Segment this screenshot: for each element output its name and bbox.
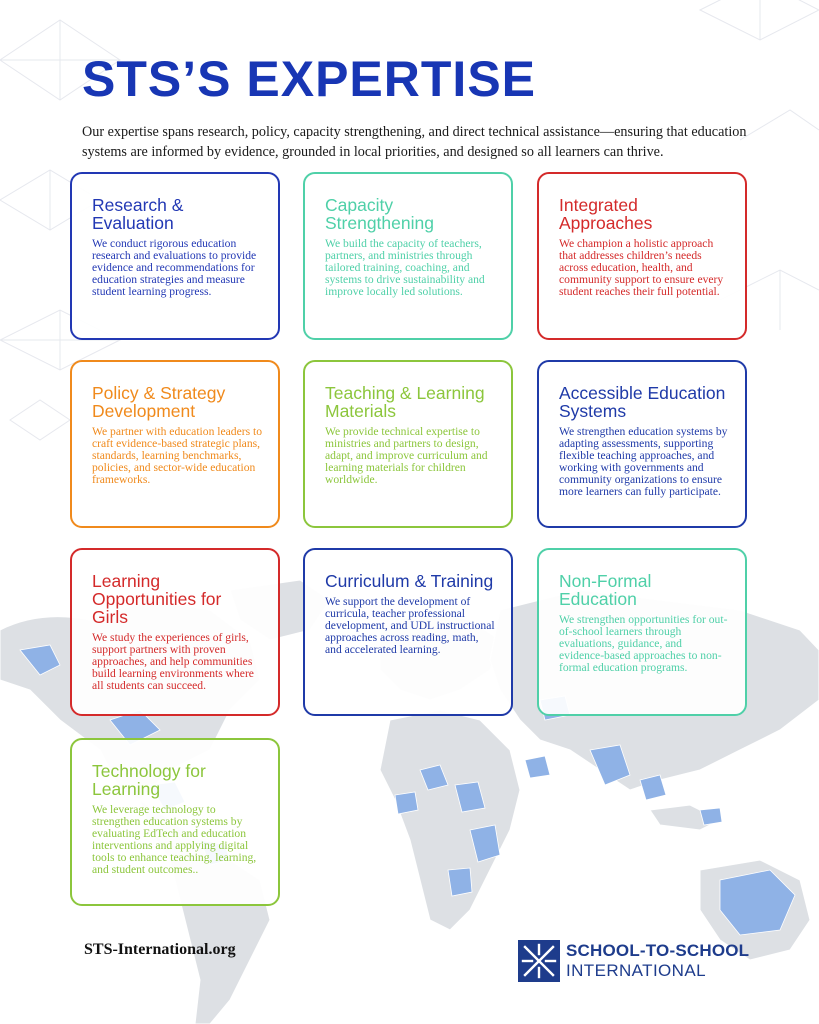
snowflake-x-logo-icon [518, 940, 560, 982]
card-title: Capacity Strengthening [325, 195, 434, 233]
card-title: Teaching & Learning Materials [325, 383, 485, 421]
card-body: We strengthen education systems by adapting assessments, supporting flexible teaching approaches, and working with governments and community organizations to ensure more learners can fully participate. [559, 425, 728, 498]
card-integrated-approaches [537, 172, 747, 340]
card-title: Curriculum & Training [325, 571, 494, 591]
sts-logo [518, 940, 749, 982]
card-body: We champion a holistic approach that addresses children’s needs across education, health, and community support to ensure every student reaches their full potential. [559, 237, 724, 298]
card-body: We build the capacity of teachers, partners, and ministries through tailored training, coaching, and systems to drive sustainability and improve locally led solutions. [325, 237, 485, 298]
intro-text: Our expertise spans research, policy, capacity strengthening, and direct technical assistance—ensuring that education systems are informed by evidence, grounded in local priorities, and designed so all learners can thrive. [82, 124, 747, 160]
card-curriculum-training [303, 548, 513, 716]
logo-line-1: SCHOOL-TO-SCHOOL [566, 941, 750, 960]
card-technology-learning [70, 738, 280, 906]
card-title: Non-Formal Education [559, 571, 652, 609]
card-title: Accessible Education Systems [559, 383, 726, 421]
card-body: We conduct rigorous education research and evaluations to provide evidence and recommendations for education strategies and measure student learning progress. [92, 237, 257, 298]
card-body: We leverage technology to strengthen education systems by evaluating EdTech and education interventions and applying digital tools to enhance teaching, learning, and student outcomes.. [92, 803, 257, 876]
card-body: We strengthen opportunities for out-of-school learners through evaluations, guidance, and evidence-based approaches to non-formal education programs. [559, 613, 728, 674]
card-policy-strategy [70, 360, 280, 528]
card-non-formal-education [537, 548, 747, 716]
card-title: Learning Opportunities for Girls [92, 571, 222, 627]
card-learning-girls [70, 548, 280, 716]
page-title: STS’S EXPERTISE [82, 51, 537, 107]
logo-text [566, 941, 749, 981]
card-research-evaluation [70, 172, 280, 340]
card-accessible-education [537, 360, 747, 528]
card-title: Integrated Approaches [559, 195, 653, 233]
card-body: We partner with education leaders to craft evidence-based strategic plans, standards, learning benchmarks, policies, and sector-wide education frameworks. [92, 425, 263, 486]
card-body: We support the development of curricula, teacher professional development, and UDL instructional approaches across reading, math, and accelerated learning. [325, 595, 495, 656]
logo-line-2: INTERNATIONAL [566, 961, 706, 980]
card-capacity-strengthening [303, 172, 513, 340]
card-body: We provide technical expertise to ministries and partners to design, adapt, and improve curriculum and learning materials for children worldwide. [325, 425, 488, 486]
card-title: Research & Evaluation [92, 195, 184, 233]
card-teaching-materials [303, 360, 513, 528]
card-body: We study the experiences of girls, support partners with proven approaches, and help communities build learning environments where all students can succeed. [92, 631, 254, 692]
card-title: Policy & Strategy Development [92, 383, 226, 421]
card-title: Technology for Learning [92, 761, 206, 799]
website-link[interactable]: STS-International.org [84, 941, 236, 958]
